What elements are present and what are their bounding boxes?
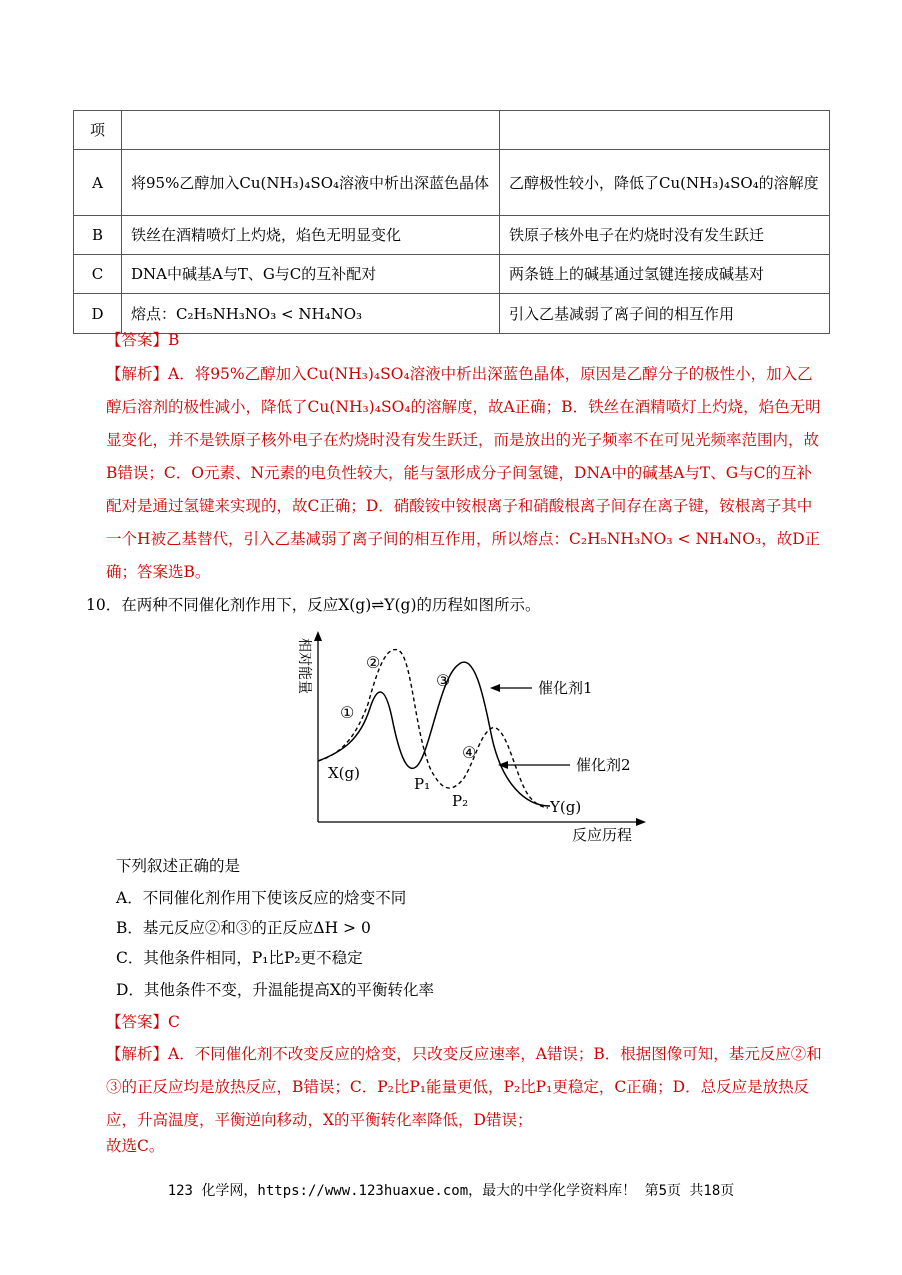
row-fact: 熔点：C₂H₅NH₃NO₃ < NH₄NO₃ bbox=[122, 294, 500, 334]
table-row bbox=[74, 294, 830, 334]
table-row bbox=[74, 150, 830, 216]
row-label: C bbox=[74, 255, 122, 294]
q10-question: 下列叙述正确的是 bbox=[116, 857, 241, 875]
table-header-cell: 项 bbox=[74, 111, 122, 150]
q10-conclusion: 故选C。 bbox=[106, 1137, 165, 1155]
q10-answer: 【答案】C bbox=[106, 1013, 180, 1031]
label-x-gas: X(g) bbox=[328, 764, 360, 782]
q10-option-c: C．其他条件相同，P₁比P₂更不稳定 bbox=[116, 949, 363, 967]
row-reason: 引入乙基减弱了离子间的相互作用 bbox=[500, 294, 830, 334]
step-label-2: ② bbox=[366, 653, 381, 672]
row-fact: 铁丝在酒精喷灯上灼烧，焰色无明显变化 bbox=[122, 216, 500, 255]
row-fact: 将95%乙醇加入Cu(NH₃)₄SO₄溶液中析出深蓝色晶体 bbox=[122, 150, 500, 216]
q9-explanation: 【解析】A．将95%乙醇加入Cu(NH₃)₄SO₄溶液中析出深蓝色晶体，原因是乙醇分子的极性小，加入乙醇后溶剂的极性减小，降低了Cu(NH₃)₄SO₄的溶解度，故A正确；B．铁丝在酒精喷灯上灼烧，焰色无明显变化，并不是铁原子核外电子在灼烧时没有发生跃迁，而是放出的光子频率不在可见光频率范围内，故B错误；C．O元素、N元素的电负性较大，能与氢形成分子间氢键，DNA中的碱基A与T、G与C的互补配对是通过氢键来实现的，故C正确；D．硝酸铵中铵根离子和硝酸根离子间存在离子键，铵根离子其中一个H被乙基替代，引入乙基减弱了离子间的相互作用，所以熔点：C₂H₅NH₃NO₃ < NH₄NO₃，故D正确；答案选B。 bbox=[106, 365, 821, 581]
catalyst2-label: 催化剂2 bbox=[576, 756, 631, 774]
table-header-cell bbox=[122, 111, 500, 150]
row-label: A bbox=[74, 150, 122, 216]
options-table bbox=[73, 110, 830, 334]
label-y-gas: Y(g) bbox=[550, 798, 582, 816]
q10-explanation: 【解析】A．不同催化剂不改变反应的焓变，只改变反应速率，A错误；B．根据图像可知，基元反应②和③的正反应均是放热反应，B错误；C．P₂比P₁能量更低，P₂比P₁更稳定，C正确；D．总反应是放热反应，升高温度，平衡逆向移动，X的平衡转化率降低，D错误； bbox=[106, 1045, 822, 1129]
step-label-1: ① bbox=[340, 703, 355, 722]
row-label: B bbox=[74, 216, 122, 255]
row-reason: 铁原子核外电子在灼烧时没有发生跃迁 bbox=[500, 216, 830, 255]
step-label-3: ③ bbox=[436, 671, 451, 690]
row-reason: 乙醇极性较小，降低了Cu(NH₃)₄SO₄的溶解度 bbox=[500, 150, 830, 216]
label-p2: P₂ bbox=[452, 792, 469, 810]
catalyst1-label: 催化剂1 bbox=[538, 679, 593, 697]
catalyst2-curve bbox=[318, 650, 548, 808]
y-axis-arrow bbox=[314, 631, 322, 641]
q10-option-b: B．基元反应②和③的正反应ΔH > 0 bbox=[116, 919, 371, 937]
q10-option-d: D．其他条件不变，升温能提高X的平衡转化率 bbox=[116, 981, 434, 999]
row-label: D bbox=[74, 294, 122, 334]
label-p1: P₁ bbox=[414, 775, 431, 793]
page-footer: 123 化学网，https://www.123huaxue.com，最大的中学化学资料库！ 第5页 共18页 bbox=[167, 1183, 735, 1199]
table-row bbox=[74, 255, 830, 294]
row-fact: DNA中碱基A与T、G与C的互补配对 bbox=[122, 255, 500, 294]
energy-diagram bbox=[280, 628, 660, 850]
table-header-row bbox=[74, 111, 830, 150]
table-row bbox=[74, 216, 830, 255]
x-axis-label: 反应历程 bbox=[572, 826, 633, 844]
q9-answer: 【答案】B bbox=[106, 331, 180, 349]
q10-stem: 10．在两种不同催化剂作用下，反应X(g)⇌Y(g)的历程如图所示。 bbox=[86, 596, 541, 614]
row-reason: 两条链上的碱基通过氢键连接成碱基对 bbox=[500, 255, 830, 294]
y-axis-label: 相对能量 bbox=[296, 638, 312, 694]
q10-option-a: A．不同催化剂作用下使该反应的焓变不同 bbox=[116, 889, 407, 907]
catalyst1-pointer-head bbox=[490, 684, 500, 692]
table-header-cell bbox=[500, 111, 830, 150]
x-axis-arrow bbox=[636, 818, 646, 826]
step-label-4: ④ bbox=[462, 743, 477, 762]
